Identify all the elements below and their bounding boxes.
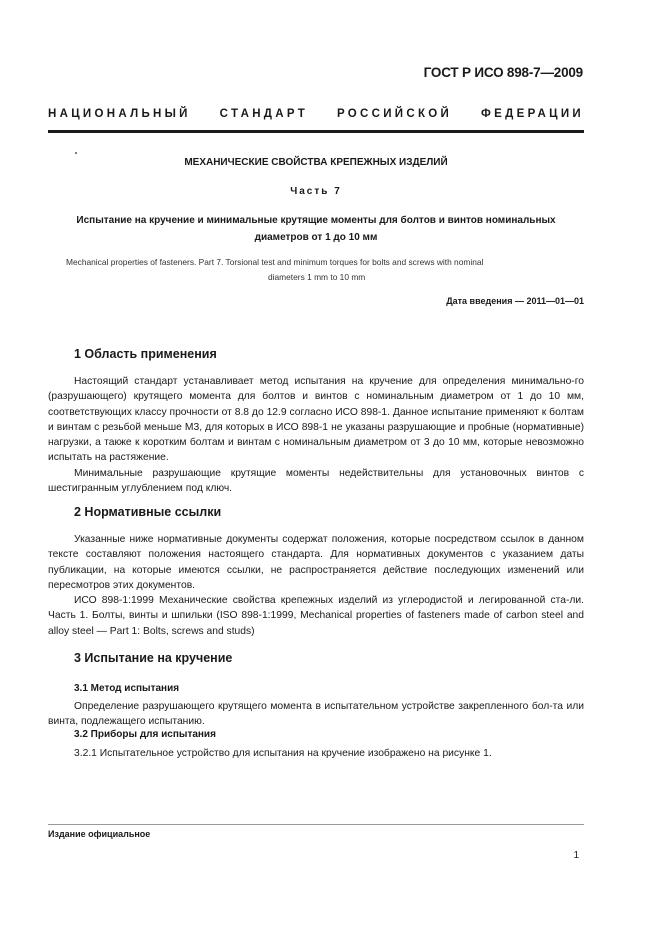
main-title: МЕХАНИЧЕСКИЕ СВОЙСТВА КРЕПЕЖНЫХ ИЗДЕЛИЙ bbox=[184, 157, 448, 168]
paragraph: Минимальные разрушающие крутящие моменты недействительны для установочных винтов с шестигранным углублением под ключ. bbox=[48, 467, 584, 495]
header-divider bbox=[48, 130, 584, 133]
footer-divider bbox=[48, 824, 584, 825]
national-word: СТАНДАРТ bbox=[219, 108, 309, 120]
effective-date: Дата введения — 2011—01—01 bbox=[446, 296, 584, 306]
national-standard-title bbox=[48, 108, 584, 120]
paragraph: Настоящий стандарт устанавливает метод испытания на кручение для определения минимально-го (разрушающего) крутящего момента для болтов и винтов с номинальным диаметром от 1 до 10 мм, соответствующих классу прочности от 8.8 до 12.9 согласно ИСО 898-1. Данное испытание применяют к болтам и винтам с резьбой меньше М3, для которых в ИСО 898-1 не указаны разрушающие и пробные (нормативные) нагрузки, а также к коротким болтам и винтам с номинальным диаметром от 3 до 10 мм, которые невозможно испытать на растяжение. bbox=[48, 376, 584, 464]
subtitle-english bbox=[66, 255, 571, 285]
subsection-heading-apparatus: 3.2 Приборы для испытания bbox=[74, 729, 216, 740]
paragraph: ИСО 898-1:1999 Механические свойства крепежных изделий из углеродистой и легированной ста-ли. Часть 1. Болты, винты и шпильки (ISO 898-1:1999, Mechanical properties of fasteners made of carbon steel and alloy steel — Part 1: Bolts, screws and studs) bbox=[48, 595, 584, 637]
section-heading-torsion-test: 3 Испытание на кручение bbox=[74, 651, 233, 665]
subsection-heading-test-method: 3.1 Метод испытания bbox=[74, 683, 180, 694]
subtitle-russian bbox=[48, 212, 584, 246]
part-label: Часть 7 bbox=[290, 186, 342, 197]
paragraph: Определение разрушающего крутящего момента в испытательном устройстве закрепленного бол-та или винта, подлежащего испытанию. bbox=[48, 701, 584, 728]
official-edition-label: Издание официальное bbox=[48, 829, 151, 839]
subtitle-russian-line: диаметров от 1 до 10 мм bbox=[254, 232, 378, 243]
national-word: НАЦИОНАЛЬНЫЙ bbox=[48, 108, 191, 120]
section-heading-scope: 1 Область применения bbox=[74, 347, 217, 361]
subsection-body-apparatus bbox=[48, 746, 584, 761]
subsection-body-test-method bbox=[48, 699, 584, 730]
section-body-references bbox=[48, 532, 584, 639]
section-heading-references: 2 Нормативные ссылки bbox=[74, 505, 222, 519]
subtitle-russian-line: Испытание на кручение и минимальные крутящие моменты для болтов и винтов номинальных bbox=[76, 215, 556, 226]
paragraph: Указанные ниже нормативные документы содержат положения, которые посредством ссылок в данном тексте составляют положения настоящего стандарта. Для нормативных документов с указанием даты публикации, на которые имеются ссылки, не распространяется действие последующих изменений или пересмотров этих документов. bbox=[48, 534, 584, 591]
national-word: РОССИЙСКОЙ bbox=[336, 108, 453, 120]
scan-dot bbox=[75, 152, 77, 154]
national-word: ФЕДЕРАЦИИ bbox=[481, 108, 584, 120]
paragraph: 3.2.1 Испытательное устройство для испытания на кручение изображено на рисунке 1. bbox=[74, 748, 492, 759]
subtitle-english-line: Mechanical properties of fasteners. Part 7. Torsional test and minimum torques for bolts and screws with nominal bbox=[66, 257, 484, 267]
section-body-scope bbox=[48, 374, 584, 496]
page-number: 1 bbox=[573, 850, 579, 861]
subtitle-english-line: diameters 1 mm to 10 mm bbox=[268, 272, 366, 282]
document-number: ГОСТ Р ИСО 898-7—2009 bbox=[423, 65, 583, 80]
